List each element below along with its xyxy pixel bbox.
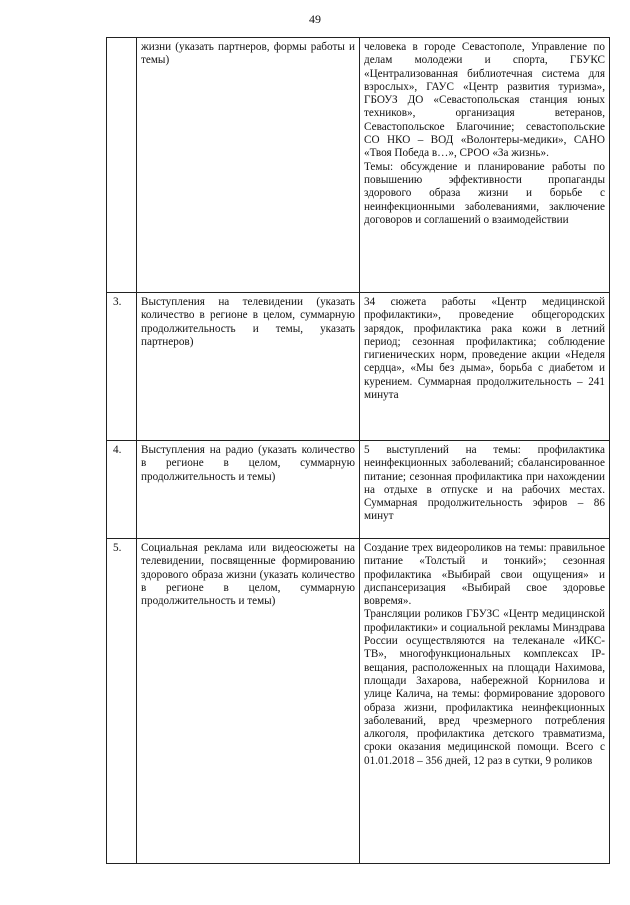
report-table (106, 37, 610, 864)
result-paragraph: человека в городе Севастополе, Управление по делам молодежи и спорта, ГБУКС «Централизованная библиотечная система для взрослых», ГАУС «Центр развития туризма», ГБОУЗ ДО «Севастопольская станция юных техников», организация ветеранов, Севастопольское Благочиние; севастопольские СО НКО – ВОД «Волонтеры-медики», САНО «Твоя Победа в…», СРОО «За жизнь». (364, 41, 605, 160)
result-cell (360, 38, 610, 293)
result-cell (360, 293, 610, 441)
table-row (107, 293, 610, 441)
activity-cell: жизни (указать партнеров, формы работы и темы) (137, 38, 360, 293)
result-paragraph: Темы: обсуждение и планирование работы по повышению эффективности пропаганды здорового образа жизни и борьбе с неинфекционными заболеваниями, заключение договоров и соглашений о взаимодействии (364, 160, 605, 226)
activity-cell: Социальная реклама или видеосюжеты на телевидении, посвященные формированию здорового образа жизни (указать количество в регионе в целом, суммарную продолжительность и темы) (137, 539, 360, 864)
row-number: 3. (107, 293, 137, 441)
table-row (107, 38, 610, 293)
result-paragraph: Создание трех видеороликов на темы: правильное питание «Толстый и тонкий»; сезонная профилактика «Выбирай свои ощущения» и диспансеризация «Выбирай свое здоровье вовремя». (364, 542, 605, 608)
table-row (107, 441, 610, 539)
result-paragraph: Трансляции роликов ГБУЗС «Центр медицинской профилактики» и социальной рекламы Минздрава России осуществляются на телеканале «ИКС-ТВ», многофункциональных комплексах IP-вещания, расположенных на площади Нахимова, площади Захарова, набережной Корнилова и улице Калича, на темы: формирование здорового образа жизни, профилактика неинфекционных заболеваний, вред чрезмерного потребления алкоголя, профилактика детского травматизма, сроки оказания медицинской помощи. Всего с 01.01.2018 – 356 дней, 12 раз в сутки, 9 роликов (364, 608, 605, 767)
row-number (107, 38, 137, 293)
result-cell (360, 441, 610, 539)
row-number: 4. (107, 441, 137, 539)
page-number: 49 (309, 12, 321, 26)
activity-cell: Выступления на радио (указать количество в регионе в целом, суммарную продолжительность и темы) (137, 441, 360, 539)
row-number: 5. (107, 539, 137, 864)
result-paragraph: 5 выступлений на темы: профилактика неинфекционных заболеваний; сбалансированное питание; сезонная профилактика при нахождении на отдыхе в отпуске и на рабочих местах. Суммарная продолжительность эфиров – 86 минут (364, 444, 605, 523)
activity-cell: Выступления на телевидении (указать количество в регионе в целом, суммарную продолжительность и темы, указать партнеров) (137, 293, 360, 441)
result-paragraph: 34 сюжета работы «Центр медицинской профилактики», проведение общегородских зарядок, профилактика рака кожи в летний период; сезонная профилактика; соблюдение гигиенических норм, проведение акции «Неделя сердца», «Мы без дыма», борьба с диабетом и курением. Суммарная продолжительность – 241 минута (364, 296, 605, 402)
result-cell (360, 539, 610, 864)
table-row (107, 539, 610, 864)
